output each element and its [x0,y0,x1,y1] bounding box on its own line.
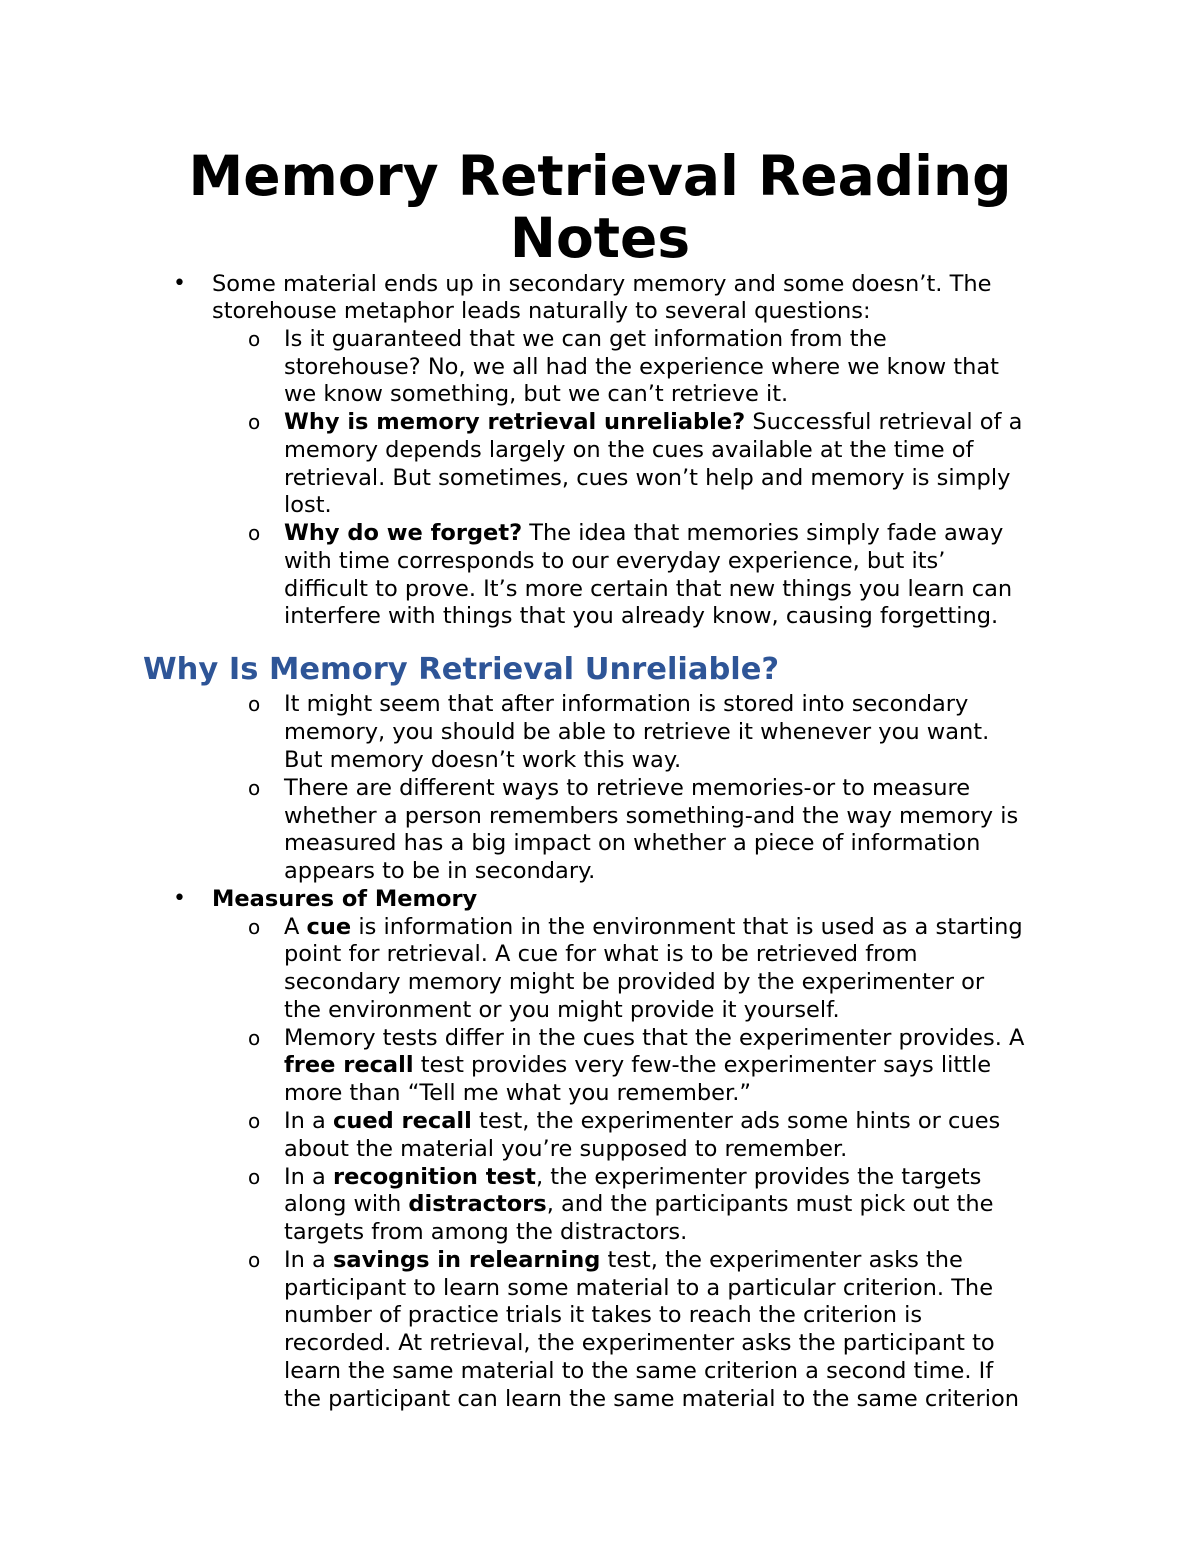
sub-3-bold: Why do we forget? [284,520,523,546]
sub-7-text: test provides very few-the experimenter says little [413,1052,992,1078]
bullet-2-line-1 [212,885,477,913]
sub-2-line-1 [284,408,1022,436]
sub-10-bold: savings in relearning [333,1247,601,1273]
sub-2-line-3: retrieval. But sometimes, cues won’t help and memory is simply [284,465,1011,491]
sub-9-l2-pre: along with [284,1191,409,1217]
sub-bullet-icon: o [248,1248,261,1272]
sub-8-line-2: about the material you’re supposed to remember. [284,1136,848,1162]
bullet-icon: • [173,271,186,296]
sub-1-line-2: storehouse? No, we all had the experience where we know that [284,354,999,380]
section-heading: Why Is Memory Retrieval Unreliable? [143,652,780,687]
sub-2-text: Successful retrieval of a [745,409,1023,435]
sub-bullet-icon: o [248,410,261,434]
sub-3-text: The idea that memories simply fade away [522,520,1004,546]
sub-9-l2-text: , and the participants must pick out the [546,1191,994,1217]
document-title-line-2: Notes [509,206,691,270]
sub-6-line-3: secondary memory might be provided by the experimenter or [284,969,985,995]
sub-8-pre: In a [284,1108,333,1134]
sub-10-pre: In a [284,1247,333,1273]
sub-10-text: test, the experimenter asks the [600,1247,963,1273]
sub-6-line-1 [284,913,1023,941]
sub-10-line-6: the participant can learn the same material to the same criterion [284,1386,1019,1412]
sub-bullet-icon: o [248,1109,261,1133]
sub-9-bold: recognition test [333,1164,536,1190]
sub-7-line-2 [284,1051,991,1079]
bullet-2-bold: Measures of Memory [212,886,478,912]
sub-bullet-icon: o [248,1165,261,1189]
sub-3-line-1 [284,519,1003,547]
sub-6-bold: cue [306,914,352,940]
sub-10-line-1 [284,1246,963,1274]
document-title-line-1: Memory Retrieval Reading [188,144,1012,208]
sub-7-line-3: more than “Tell me what you remember.” [284,1080,752,1106]
sub-5-line-3: measured has a big impact on whether a piece of information [284,830,981,856]
sub-10-line-3: number of practice trials it takes to reach the criterion is [284,1302,923,1328]
sub-7-bold: free recall [284,1052,414,1078]
sub-5-line-1: There are different ways to retrieve memories-or to measure [284,775,971,801]
sub-1-line-1: Is it guaranteed that we can get information from the [284,326,887,352]
sub-bullet-icon: o [248,915,261,939]
sub-9-line-3: targets from among the distractors. [284,1219,688,1245]
sub-3-line-4: interfere with things that you already know, causing forgetting. [284,603,999,629]
sub-5-line-4: appears to be in secondary. [284,858,596,884]
sub-2-line-2: memory depends largely on the cues available at the time of [284,437,974,463]
sub-bullet-icon: o [248,327,261,351]
sub-9-line-2 [284,1190,993,1218]
sub-9-line-1 [284,1163,981,1191]
sub-6-pre: A [284,914,307,940]
bullet-icon: • [173,886,186,911]
sub-4-line-3: But memory doesn’t work this way. [284,747,682,773]
sub-6-line-4: the environment or you might provide it yourself. [284,997,840,1023]
bullet-1-line-2: storehouse metaphor leads naturally to several questions: [212,298,871,324]
sub-4-line-2: memory, you should be able to retrieve it whenever you want. [284,719,990,745]
bullet-1-line-1: Some material ends up in secondary memory and some doesn’t. The [212,271,992,297]
sub-10-line-5: learn the same material to the same criterion a second time. If [284,1358,994,1384]
sub-bullet-icon: o [248,521,261,545]
sub-3-line-2: with time corresponds to our everyday experience, but its’ [284,548,946,574]
sub-9-l2-bold: distractors [408,1191,547,1217]
sub-8-bold: cued recall [333,1108,472,1134]
sub-9-pre: In a [284,1164,333,1190]
sub-1-line-3: we know something, but we can’t retrieve it. [284,381,789,407]
sub-8-line-1 [284,1107,1000,1135]
sub-6-line-2: point for retrieval. A cue for what is to be retrieved from [284,941,918,967]
sub-2-bold: Why is memory retrieval unreliable? [284,409,746,435]
sub-2-line-4: lost. [284,492,332,518]
sub-3-line-3: difficult to prove. It’s more certain that new things you learn can [284,576,1013,602]
sub-4-line-1: It might seem that after information is stored into secondary [284,691,969,717]
sub-6-text: is information in the environment that is used as a starting [351,914,1023,940]
sub-bullet-icon: o [248,692,261,716]
sub-9-text: , the experimenter provides the targets [535,1164,982,1190]
sub-10-line-2: participant to learn some material to a particular criterion. The [284,1275,994,1301]
sub-bullet-icon: o [248,1026,261,1050]
sub-10-line-4: recorded. At retrieval, the experimenter asks the participant to [284,1330,995,1356]
sub-5-line-2: whether a person remembers something-and the way memory is [284,803,1019,829]
sub-8-text: test, the experimenter ads some hints or cues [471,1108,1001,1134]
sub-bullet-icon: o [248,776,261,800]
sub-7-line-1: Memory tests differ in the cues that the experimenter provides. A [284,1025,1025,1051]
